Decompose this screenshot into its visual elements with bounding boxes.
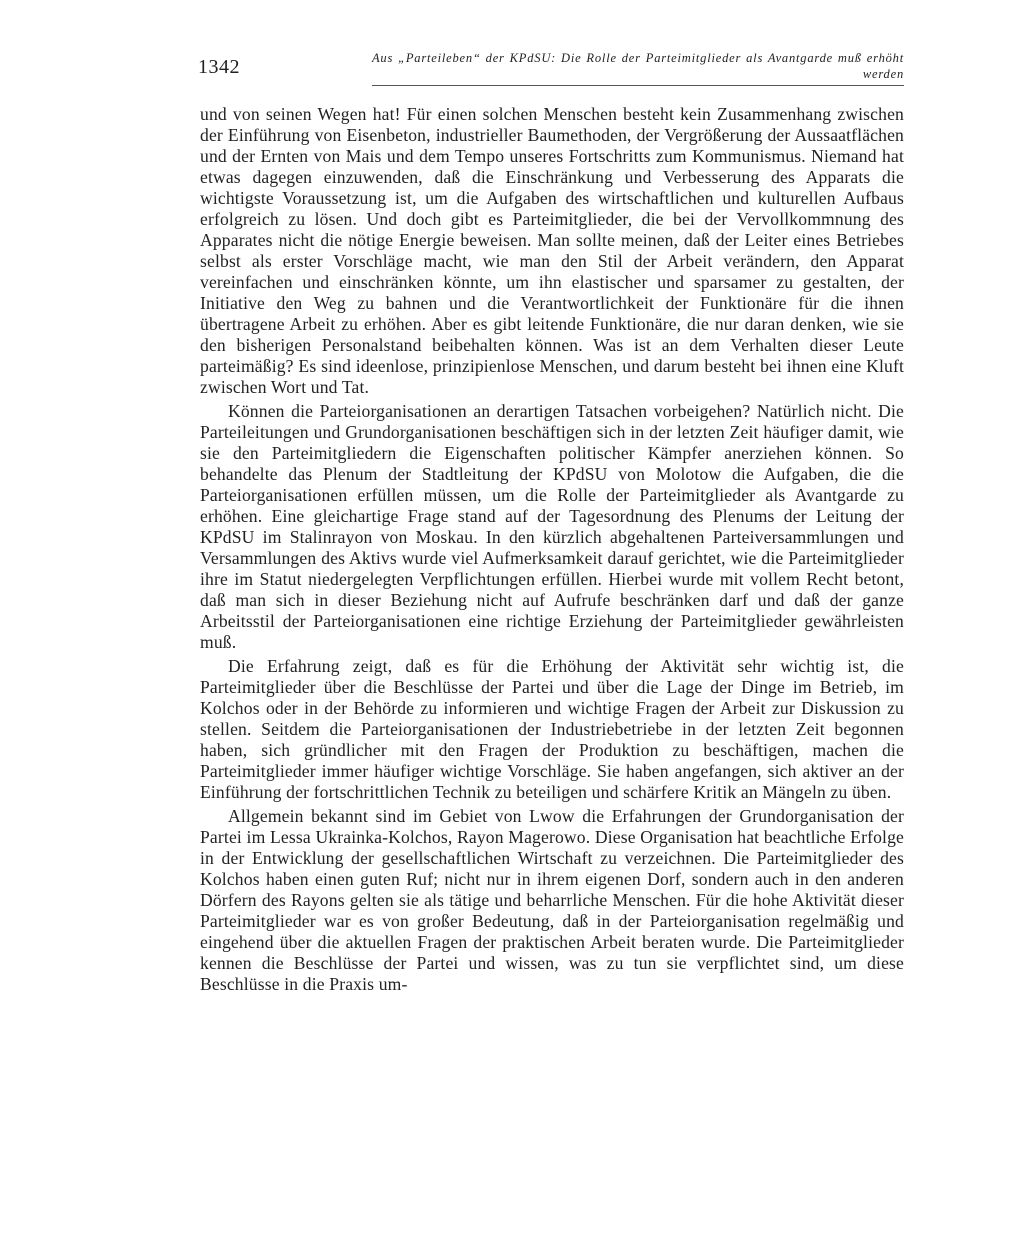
paragraph: und von seinen Wegen hat! Für einen solchen Menschen besteht kein Zusammenhang zwischen der Einführung von Eisenbeton, industrieller Baumethoden, der Vergrößerung der Aussaatflächen und der Ernten von Mais und dem Tempo unseres Fortschritts zum Kommunismus. Niemand hat etwas dagegen einzuwenden, daß die Einschränkung und Verbesserung des Apparats die wichtigste Voraussetzung ist, um die Aufgaben des wirtschaftlichen und kulturellen Aufbaus erfolgreich zu lösen. Und doch gibt es Parteimitglieder, die bei der Vervollkommnung des Apparates nicht die nötige Energie beweisen. Man sollte meinen, daß der Leiter eines Betriebes selbst als erster Vorschläge macht, wie man den Stil der Arbeit verändern, den Apparat vereinfachen und einschränken könnte, um ihn elastischer und sparsamer zu gestalten, der Initiative den Weg zu bahnen und die Verantwortlichkeit der Funktionäre für die ihnen übertragene Arbeit zu erhöhen. Aber es gibt leitende Funktionäre, die nur daran denken, wie sie den bisherigen Personalstand beibehalten können. Was ist an dem Verhalten dieser Leute parteimäßig? Es sind ideenlose, prinzipienlose Menschen, und darum besteht bei ihnen eine Kluft zwischen Wort und Tat. bbox=[200, 104, 904, 397]
body-text bbox=[200, 104, 904, 995]
paragraph: Können die Parteiorganisationen an derartigen Tatsachen vorbeigehen? Natürlich nicht. Die Parteileitungen und Grundorganisationen beschäftigen sich in der letzten Zeit häufiger damit, wie sie den Parteimitgliedern die Eigenschaften politischer Kämpfer anerziehen können. So behandelte das Plenum der Stadtleitung der KPdSU von Molotow die Aufgaben, die die Parteiorganisationen erfüllen müssen, um die Rolle der Parteimitglieder als Avantgarde zu erhöhen. Eine gleichartige Frage stand auf der Tagesordnung des Plenums der Leitung der KPdSU im Stalinrayon von Moskau. In den kürzlich abgehaltenen Parteiversammlungen und Versammlungen des Aktivs wurde viel Aufmerksamkeit darauf gerichtet, wie die Parteimitglieder ihre im Statut niedergelegten Verpflichtungen erfüllen. Hierbei wurde mit vollem Recht betont, daß man sich in dieser Beziehung nicht auf Aufrufe beschränken darf und daß der ganze Arbeitsstil der Parteiorganisationen eine richtige Erziehung der Parteimitglieder gewährleisten muß. bbox=[200, 401, 904, 652]
page-number: 1342 bbox=[198, 56, 240, 78]
paragraph: Allgemein bekannt sind im Gebiet von Lwow die Erfahrungen der Grundorganisation der Partei im Lessa Ukrainka-Kolchos, Rayon Magerowo. Diese Organisation hat beachtliche Erfolge in der Entwicklung der gesellschaftlichen Wirtschaft zu verzeichnen. Die Parteimitglieder des Kolchos haben einen guten Ruf; nicht nur in ihrem eigenen Dorf, sondern auch in den anderen Dörfern des Rayons gelten sie als tätige und beharrliche Menschen. Für die hohe Aktivität dieser Parteimitglieder war es von großer Bedeutung, daß in der Parteiorganisation regelmäßig und eingehend über die aktuellen Fragen der praktischen Arbeit beraten wurde. Die Parteimitglieder kennen die Beschlüsse der Partei und wissen, was zu tun sie verpflichtet sind, um diese Beschlüsse in die Praxis um- bbox=[200, 806, 904, 994]
paragraph: Die Erfahrung zeigt, daß es für die Erhöhung der Aktivität sehr wichtig ist, die Parteimitglieder über die Beschlüsse der Partei und über die Lage der Dinge im Betrieb, im Kolchos oder in der Behörde zu informieren und wichtige Fragen der Arbeit zur Diskussion zu stellen. Seitdem die Parteiorganisationen der Industriebetriebe in der letzten Zeit begonnen haben, sich gründlicher mit den Fragen der Produktion zu beschäftigen, machen die Parteimitglieder immer häufiger wichtige Vorschläge. Sie haben angefangen, sich aktiver an der Einführung der fortschrittlichen Technik zu beteiligen und schärfere Kritik an Mängeln zu üben. bbox=[200, 656, 904, 802]
running-header: Aus „Parteileben“ der KPdSU: Die Rolle der Parteimitglieder als Avantgarde muß erhöht werden bbox=[372, 50, 904, 86]
